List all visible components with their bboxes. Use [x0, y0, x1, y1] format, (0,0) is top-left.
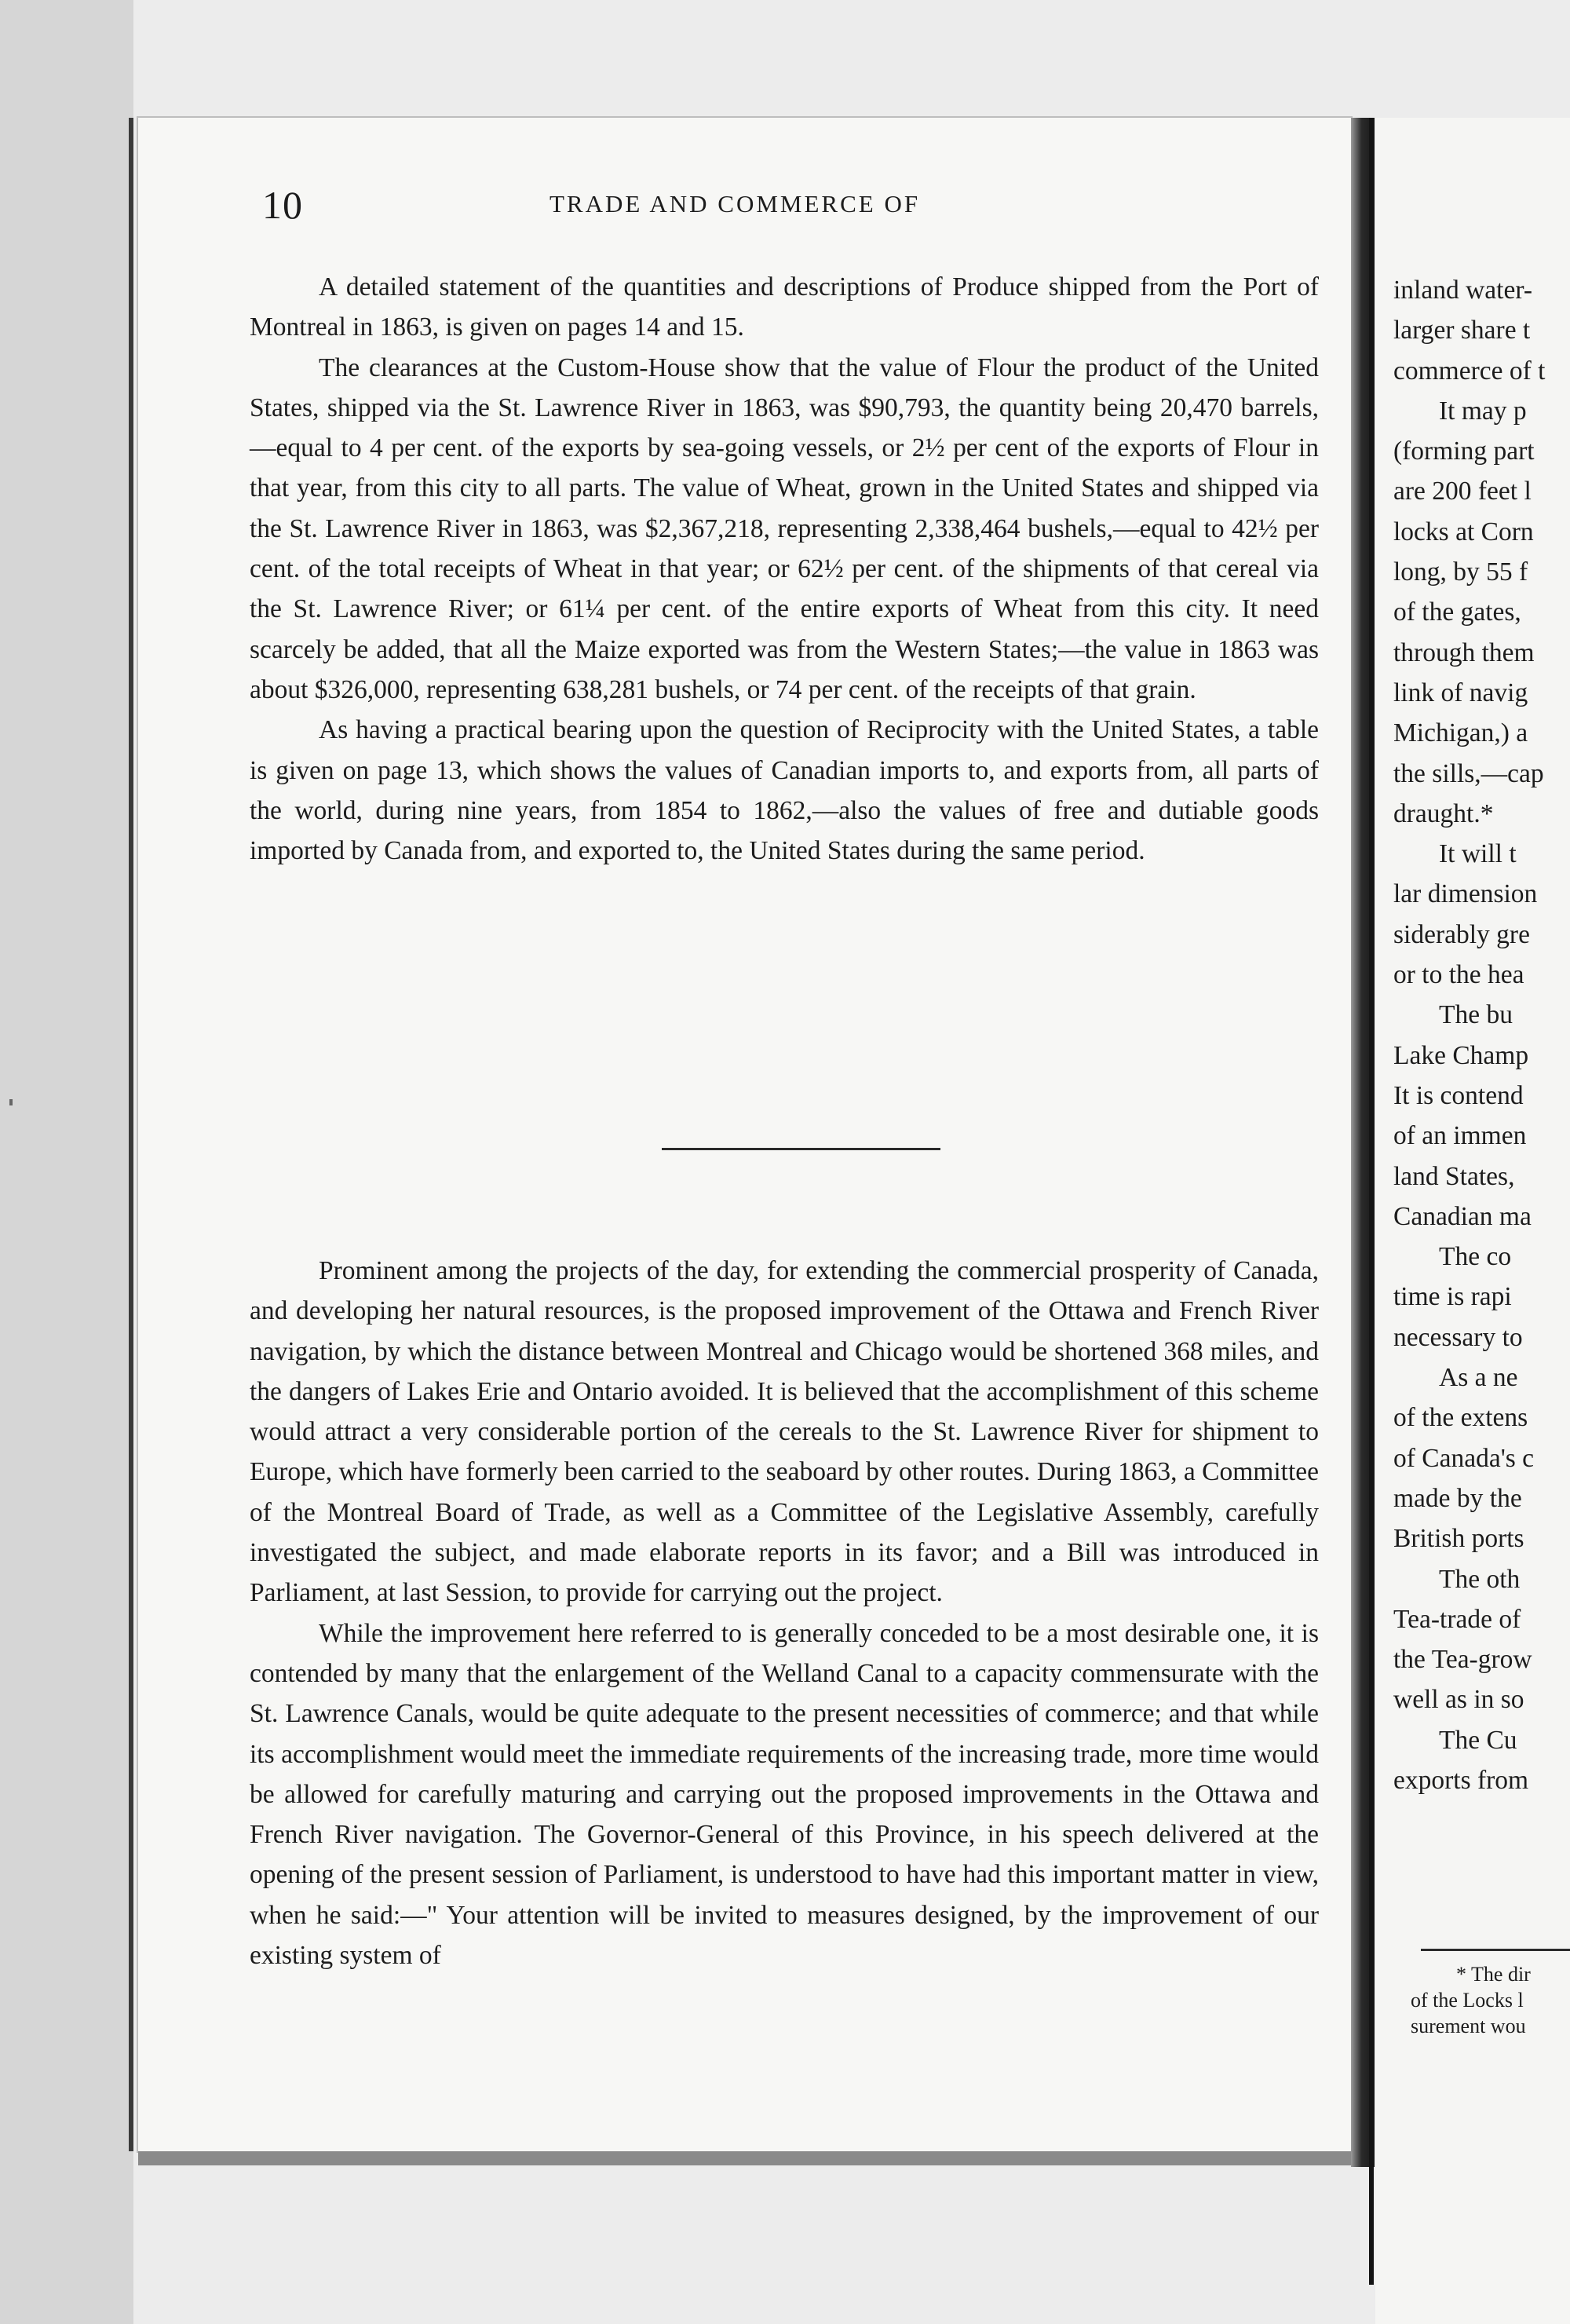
page-number: 10 [262, 183, 303, 227]
next-page-footnote [1411, 1961, 1570, 2039]
next-line: As a ne [1439, 1363, 1518, 1393]
paragraph: As having a practical bearing upon the question of Reciprocity with the United States, a table is given on page 13, which shows the values of Canadian imports to, and exports from, all parts of the world, during nine years, from 1854 to 1862,—also the values of free and dutiable goods imported by Canada from, and exported to, the United States during the same period. [250, 715, 1319, 866]
next-line: lar dimension [1393, 879, 1538, 909]
scan-speck [9, 1099, 13, 1105]
next-line: or to the hea [1393, 960, 1524, 990]
next-line: Canadian ma [1393, 1201, 1532, 1231]
next-line: necessary to [1393, 1322, 1523, 1352]
next-line: land States, [1393, 1161, 1515, 1191]
next-line: locks at Corn [1393, 517, 1534, 546]
next-line: The oth [1439, 1564, 1521, 1594]
paragraph: The clearances at the Custom-House show that the value of Flour the product of the United States, shipped via the St. Lawrence River in 1863, was $90,793, the quantity being 20,470 barrels,—equal to 4 per cent. of the exports by sea-going vessels, or 2½ per cent of the exports of Flour in that year, from this city to all parts. The value of Wheat, grown in the United States and shipped via the St. Lawrence River in 1863, was $2,367,218, representing 2,338,464 bushels,—equal to 42½ per cent. of the total receipts of Wheat in that year; or 62½ per cent. of the shipments of that cereal via the St. Lawrence River; or 61¼ per cent. of the entire exports of Wheat from this city. It need scarcely be added, that all the Maize exported was from the Western States;—the value in 1863 was about $326,000, representing 638,281 bushels, or 74 per cent. of the receipts of that grain. [250, 353, 1319, 704]
next-line: exports from [1393, 1765, 1529, 1795]
next-line: the Tea-grow [1393, 1645, 1532, 1675]
scan-margin-left [0, 0, 133, 2324]
next-line: well as in so [1393, 1685, 1524, 1715]
next-line: made by the [1393, 1483, 1522, 1513]
next-line: The co [1439, 1242, 1512, 1272]
paragraph: While the improvement here referred to is generally conceded to be a most desirable one, it is contended by many that the enlargement of the Welland Canal to a capacity commensurate with the St. Lawrence Canals, would be quite adequate to the present necessities of commerce; and that while its accomplishment would meet the immediate requirements of the increasing trade, more time would be allowed for carefully maturing and carrying out the proposed improvements in the Ottawa and French River navigation. The Governor-General of this Province, in his speech delivered at the opening of the present session of Parliament, is understood to have had this important matter in view, when he said:—" Your attention will be invited to measures designed, by the improvement of our existing system of [250, 1618, 1319, 1971]
next-line: siderably gre [1393, 919, 1530, 949]
next-line: It is contend [1393, 1080, 1524, 1110]
next-line: (forming part [1393, 437, 1535, 466]
next-line: Tea-trade of [1393, 1604, 1521, 1634]
running-title: TRADE AND COMMERCE OF [550, 190, 921, 217]
paragraph: Prominent among the projects of the day, for extending the commercial prosperity of Canada, and developing her natural resources, is the proposed improvement of the Ottawa and French River navigation, by which the distance between Montreal and Chicago would be shortened 368 miles, and the dangers of Lakes Erie and Ontario avoided. It is believed that the accomplishment of this scheme would attract a very considerable portion of the cereals to the St. Lawrence River for shipment to Europe, which have formerly been carried to the seaboard by other routes. During 1863, a Committee of the Montreal Board of Trade, as well as a Committee of the Legislative Assembly, carefully investigated the subject, and made elaborate reports in its favor; and a Bill was introduced in Parliament, at last Session, to provide for carrying out the project. [250, 1256, 1319, 1608]
footnote-line: * The dir [1456, 1963, 1531, 1986]
page-bottom-shadow [138, 2151, 1363, 2165]
next-line: of an immen [1393, 1121, 1527, 1151]
next-line: Michigan,) a [1393, 718, 1528, 748]
next-line: long, by 55 f [1393, 557, 1528, 587]
next-line: It will t [1439, 839, 1517, 869]
text-block-produce-shipments [250, 267, 1319, 871]
next-line: of Canada's c [1393, 1443, 1535, 1473]
next-page-text [1393, 270, 1570, 1800]
next-line: inland water- [1393, 276, 1532, 305]
section-divider [662, 1148, 940, 1150]
footnote-line: of the Locks l [1411, 1989, 1524, 2012]
next-line: larger share t [1393, 316, 1531, 345]
next-line: Lake Champ [1393, 1040, 1529, 1070]
next-line: It may p [1439, 396, 1527, 426]
paragraph: A detailed statement of the quantities and descriptions of Produce shipped from the Port of Montreal in 1863, is given on pages 14 and 15. [250, 272, 1319, 342]
next-line: commerce of t [1393, 356, 1546, 386]
next-line: through them [1393, 638, 1535, 667]
text-block-ottawa-navigation [250, 1251, 1319, 1975]
next-line: The bu [1439, 1000, 1513, 1030]
next-line: the sills,—cap [1393, 758, 1544, 788]
next-line: of the extens [1393, 1403, 1528, 1433]
book-spine [1369, 118, 1374, 2285]
next-line: draught.* [1393, 798, 1494, 828]
next-line: are 200 feet l [1393, 477, 1532, 506]
next-line: British ports [1393, 1524, 1524, 1554]
next-line: of the gates, [1393, 597, 1521, 627]
footnote-divider [1421, 1949, 1570, 1951]
next-line: time is rapi [1393, 1282, 1512, 1312]
footnote-line: surement wou [1411, 2015, 1526, 2037]
next-line: The Cu [1439, 1725, 1517, 1755]
next-line: link of navig [1393, 678, 1528, 707]
